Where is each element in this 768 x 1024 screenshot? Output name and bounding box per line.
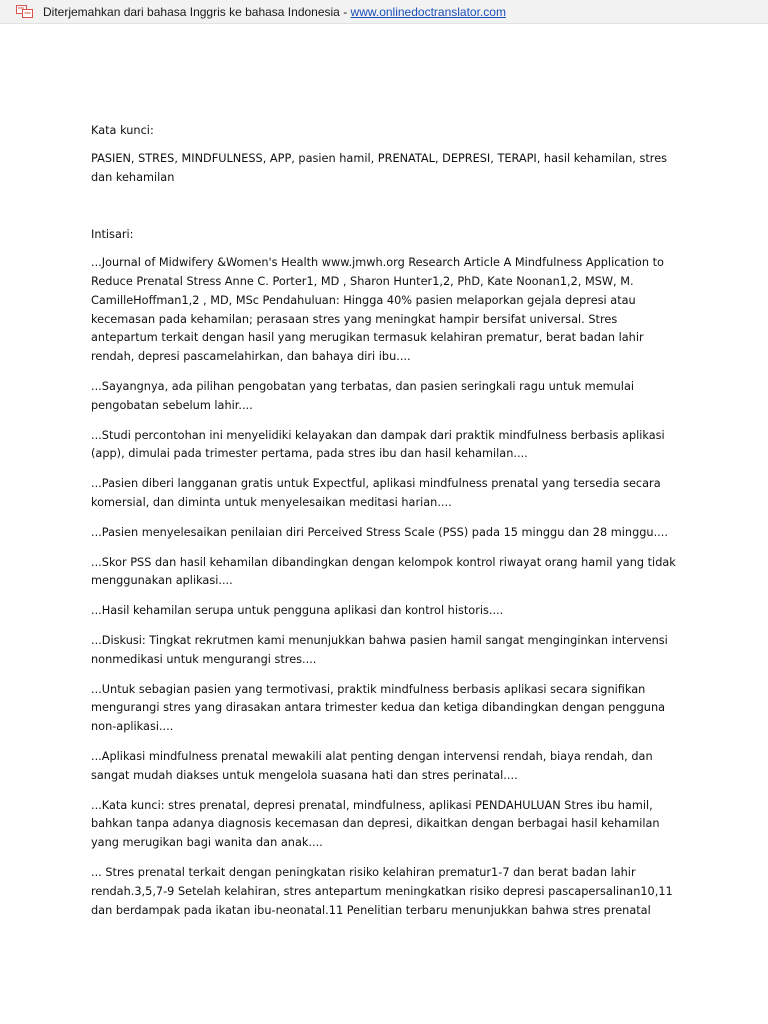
document-body: [91, 122, 681, 931]
translation-banner: [0, 0, 768, 24]
abstract-paragraph: ...Pasien menyelesaikan penilaian diri Perceived Stress Scale (PSS) pada 15 minggu dan 28 minggu....: [91, 525, 668, 539]
abstract-paragraph: ...Hasil kehamilan serupa untuk pengguna aplikasi dan kontrol historis....: [91, 604, 504, 618]
abstract-paragraph: ...Aplikasi mindfulness prenatal mewakili alat penting dengan intervensi rendah, biaya rendah, dan sangat mudah diakses untuk mengelola suasana hati dan stres perinatal....: [91, 749, 653, 782]
keywords-label: Kata kunci:: [91, 124, 154, 137]
section-gap: [91, 188, 681, 226]
banner-message: Diterjemahkan dari bahasa Inggris ke bahasa Indonesia -: [43, 5, 351, 19]
abstract-paragraph: ...Sayangnya, ada pilihan pengobatan yang terbatas, dan pasien seringkali ragu untuk memulai pengobatan sebelum lahir....: [91, 379, 635, 412]
abstract-paragraph: ...Studi percontohan ini menyelidiki kelayakan dan dampak dari praktik mindfulness berbasis aplikasi (app), dimulai pada trimester pertama, pada stres ibu dan hasil kehamilan....: [91, 428, 665, 461]
abstract-label: Intisari:: [91, 227, 134, 241]
abstract-paragraph: ...Skor PSS dan hasil kehamilan dibandingkan dengan kelompok kontrol riwayat orang hamil yang tidak menggunakan aplikasi....: [91, 555, 676, 588]
abstract-paragraph: ...Untuk sebagian pasien yang termotivasi, praktik mindfulness berbasis aplikasi secara signifikan mengurangi stres yang dirasakan antara trimester kedua dan ketiga dibandingkan dengan pengguna non-aplikasi....: [91, 682, 666, 734]
abstract-paragraph: ...Pasien diberi langganan gratis untuk Expectful, aplikasi mindfulness prenatal yang tersedia secara komersial, dan diminta untuk menyelesaikan meditasi harian....: [91, 477, 661, 509]
translator-link[interactable]: www.onlinedoctranslator.com: [350, 5, 506, 19]
abstract-paragraph: ...Diskusi: Tingkat rekrutmen kami menunjukkan bahwa pasien hamil sangat menginginkan intervensi nonmedikasi untuk mengurangi stres....: [91, 633, 668, 666]
banner-text: [43, 5, 506, 19]
keywords-text: PASIEN, STRES, MINDFULNESS, APP, pasien hamil, PRENATAL, DEPRESI, TERAPI, hasil kehamilan, stres dan kehamilan: [91, 152, 668, 185]
abstract-paragraph: ... Stres prenatal terkait dengan peningkatan risiko kelahiran prematur1-7 dan berat badan lahir rendah.3,5,7-9 Setelah kelahiran, stres antepartum meningkatkan risiko depresi pascapersalinan10,11 dan berdampak pada ikatan ibu-neonatal.11 Penelitian terbaru menunjukkan bahwa stres prenatal: [91, 865, 673, 917]
document-translate-icon: [16, 4, 34, 18]
abstract-paragraph: ...Kata kunci: stres prenatal, depresi prenatal, mindfulness, aplikasi PENDAHULUAN Stres ibu hamil, bahkan tanpa adanya diagnosis kecemasan dan depresi, dikaitkan dengan berbagai hasil kehamilan yang merugikan bagi wanita dan anak....: [91, 798, 660, 850]
abstract-paragraph: ...Journal of Midwifery &Women's Health www.jmwh.org Research Article A Mindfulness Application to Reduce Prenatal Stress Anne C. Porter1, MD , Sharon Hunter1,2, PhD, Kate Noonan1,2, MSW, M. CamilleHoffman1,2 , MD, MSc Pendahuluan: Hingga 40% pasien melaporkan gejala depresi atau kecemasan pada kehamilan; perasaan stres yang meningkat hampir bersifat universal. Stres antepartum terkait dengan hasil yang merugikan termasuk kelahiran prematur, berat badan lahir rendah, depresi pascamelahirkan, dan bahaya diri ibu....: [91, 256, 664, 364]
